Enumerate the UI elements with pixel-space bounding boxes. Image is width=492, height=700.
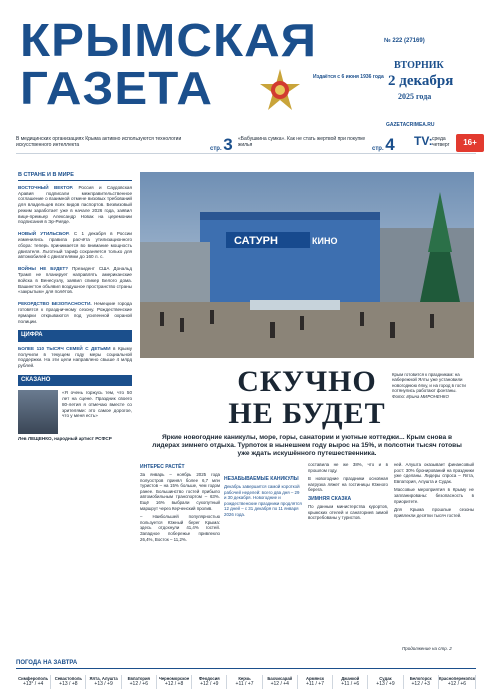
- section-title-world: В СТРАНЕ И В МИРЕ: [18, 172, 132, 181]
- weather-city-temp: +12 / +6: [129, 681, 148, 688]
- weather-city: [16, 675, 51, 688]
- weather-city-name: Феодосия: [198, 676, 220, 682]
- weather-city: [86, 675, 121, 688]
- weather-city-temp: +12 / +9: [200, 681, 219, 688]
- masthead-title-line2: ГАЗЕТА: [20, 62, 213, 114]
- weather-city-name: Джанкой: [341, 676, 360, 682]
- cinema-sign: САТУРН: [234, 235, 278, 247]
- weather-city-temp: +13° / +4: [22, 681, 44, 688]
- article-column-4: [394, 462, 474, 521]
- teaser-1-page[interactable]: стр. 3: [210, 135, 233, 154]
- weather-city-temp: +12 / +4: [270, 681, 289, 688]
- paragraph: По данным министерства курортов, крымских отелей и санаториев зимой востребованы у туристов.: [308, 504, 388, 521]
- weather-city: [439, 675, 476, 688]
- weather-city-name: Бахчисарай: [267, 676, 293, 682]
- issue-year: 2025 года: [398, 92, 432, 101]
- lede: Яркие новогодние каникулы, море, горы, санатории и уютные коттеджи... Крым снова в лидерах зимнего отдыха. Турпоток в нынешнем году вырос на 15%, и полсотни тысяч готовы уже ждать искушённого путешественника.: [152, 434, 462, 457]
- weather-city-name: Белогорск: [409, 676, 432, 682]
- sidebar-text: Декабрь завершится самой короткой рабочей неделей: всего два дня – 29 и 30 декабря. Новогодние и рождественские праздники продлятся 12 дней – с 31 декабря по 11 января 2026 года.: [224, 484, 302, 517]
- weather-city: [368, 675, 403, 688]
- weather-city-name: Евпатория: [127, 676, 150, 682]
- quote-author-photo: [18, 390, 58, 434]
- figure-item: БОЛЕЕ 110 ТЫСЯЧ СЕМЕЙ С ДЕТЬМИ в Крыму получили в текущем году меры социальной поддержки. На эти цели направлено свыше 4 млрд рублей.: [18, 345, 132, 369]
- weather-city: [404, 675, 439, 688]
- weather-city-name: Армянск: [305, 676, 324, 682]
- headline-line2: НЕ БУДЕТ: [228, 397, 386, 430]
- tv-days[interactable]: среда четверг: [432, 136, 450, 148]
- weather-city: [227, 675, 262, 688]
- teaser-bar: [16, 132, 476, 154]
- paragraph: – Наибольшей популярностью пользуется Южный берег Крыма: здесь отдохнули 41,4% гостей. Западное побережье привлекло 26,4%, Восток – 11,2%.: [140, 514, 220, 542]
- weather-strip: [16, 660, 476, 694]
- weather-city-name: Ялта, Алушта: [89, 676, 118, 682]
- sidebar-title: НЕЗАБЫВАЕМЫЕ КАНИКУЛЫ: [224, 476, 299, 482]
- article-column-1: [140, 462, 220, 545]
- weather-city-name: Керчь: [238, 676, 251, 682]
- issue-date: 2 декабря: [388, 73, 454, 89]
- site-url[interactable]: GAZETACRIMEA.RU: [386, 122, 435, 128]
- weather-city: [298, 675, 333, 688]
- weather-city-temp: +12 / +3: [411, 681, 430, 688]
- weather-title: ПОГОДА НА ЗАВТРА: [16, 660, 476, 669]
- weather-city-temp: +12 / +8: [164, 681, 184, 688]
- section-title-quote: СКАЗАНО: [18, 375, 132, 386]
- headline-line1: СКУЧНО: [237, 365, 377, 398]
- masthead: [16, 10, 476, 128]
- subhead-winter: ЗИМНЯЯ СКАЗКА: [308, 495, 352, 502]
- weather-city: [192, 675, 227, 688]
- weather-cities: [16, 675, 476, 688]
- news-item: ВОСТОЧНЫЙ ВЕКТОР. Россия и Саудовская Аравия подписали межправительственное соглашение о взаимной отмене визовых требований для владельцев всех видов паспортов. Безвизовый режим заработает уже в начале 2026 года, заявил вице-премьер Александр Новак на церемонии подписания в Эр-Рияде.: [18, 184, 132, 225]
- paragraph: За январь – ноябрь 2025 года полуостров принял более 6,7 млн туристов – на 15% больше, чем годом ранее. Большинство гостей прибыло автомобильным транспортом – 63%. Ещё 16% выбрали сухопутный маршрут через Керченский пролив.: [140, 472, 220, 511]
- weather-city: [157, 675, 192, 688]
- issue-number: № 222 (27169): [384, 38, 425, 44]
- weather-city-name: Симферополь: [18, 676, 49, 682]
- age-rating-badge: 16+: [456, 134, 484, 152]
- weather-city: [263, 675, 298, 688]
- subhead-interest: ИНТЕРЕС РАСТЁТ: [140, 464, 185, 470]
- tv-label[interactable]: TV:: [414, 134, 433, 148]
- quote-block: [18, 390, 132, 419]
- weather-city-temp: +13 / +8: [59, 681, 78, 688]
- weather-city-temp: +11 / +7: [235, 681, 254, 688]
- photo-credit: Фото: Ирина МИРОНЕНКО: [392, 393, 449, 399]
- news-item: НОВЫЙ УТИЛЬСБОР. С 1 декабря в России изменились правила расчёта утилизационного сбора: теперь принимается во внимание мощность двигателя. Льготный тариф сохраняется только для автомобилей с двигателями до 160 л. с.: [18, 231, 132, 260]
- paragraph: Для Крыма прошлые сезоны привлекли десятки тысяч гостей.: [394, 507, 474, 518]
- teaser-2[interactable]: «Бабушкина сумка». Как не стать жертвой при покупке жилья: [238, 136, 366, 148]
- weather-city-temp: +11 / +7: [306, 681, 324, 688]
- weather-city-temp: +13 / +9: [376, 681, 395, 688]
- cinema-sign-2: КИНО: [312, 236, 338, 246]
- weather-city: [333, 675, 368, 688]
- news-item: ВОЙНЫ НЕ БУДЕТ? Президент США Дональд Трамп не планирует направлять американские войска в Венесуэлу, заявил спикер Белого дома. Вашингтон объявил воздушное пространство страны «закрытым» для полётов.: [18, 266, 132, 295]
- weekday: ВТОРНИК: [394, 60, 444, 71]
- left-news-column: [18, 172, 132, 448]
- weather-city-name: Красноперекопск: [438, 676, 475, 682]
- news-item: РЕКОРДСТВО БЕЗОПАСНОСТИ. Немецкие города готовятся к праздничному сезону. Рождественские ярмарки открываются под усиленной охраной полиции.: [18, 301, 132, 324]
- weather-city-name: Черноморское: [158, 676, 190, 682]
- weather-city: [122, 675, 157, 688]
- paragraph: В новогодние праздники основная нагрузка ляжет на гостиницы Южного берега.: [308, 476, 388, 493]
- founded-date: Издаётся с 6 июня 1936 года: [313, 74, 384, 80]
- quote-text: «Я очень горжусь тем, что 50 лет на сцене. Праздник своего 80-летия я отмечаю вместе со зрителями: это самое дорогое, что у меня есть»: [62, 390, 132, 419]
- weather-city-temp: +12 / +6: [447, 681, 467, 688]
- continued-note[interactable]: Продолжение на стр. 2: [402, 646, 452, 651]
- paragraph: составила не же 38%, что и в прошлом году.: [308, 462, 388, 473]
- lead-photo: [140, 172, 474, 358]
- paragraph: ней. Алушта оказывает финансовый рост: 30% бронирований на праздники уже сделаны. Лидеры спроса – Ялта, Евпатория, Алушта и Судак.: [394, 462, 474, 484]
- weather-city-name: Севастополь: [54, 676, 82, 682]
- masthead-title-line1: КРЫМСКАЯ: [20, 14, 318, 66]
- article-column-3: [308, 462, 388, 524]
- paragraph: Массовые мероприятия в Крыму не запланированы: безопасность в приоритете.: [394, 487, 474, 504]
- weather-city-temp: +11 / +6: [341, 681, 360, 688]
- teaser-2-page[interactable]: стр. 4: [372, 135, 395, 154]
- weather-city-name: Судак: [379, 676, 392, 682]
- section-title-figure: ЦИФРА: [18, 330, 132, 341]
- quote-author: Лев ЛЕЩЕНКО, народный артист РСФСР: [18, 436, 112, 442]
- photo-caption: Крым готовится к праздникам: на набережной Ялты уже установили новогоднюю ёлку, и на город в гости потянулись работают фонтаны. Фото: Ирина МИРОНЕНКО: [392, 372, 466, 399]
- sidebar-box: [224, 462, 302, 517]
- order-emblem-icon: [258, 68, 302, 112]
- teaser-1[interactable]: В медицинских организациях Крыма активно используются технологии искусственного интеллекта: [16, 136, 182, 148]
- weather-city: [51, 675, 86, 688]
- weather-city-temp: +13 / +9: [94, 681, 113, 688]
